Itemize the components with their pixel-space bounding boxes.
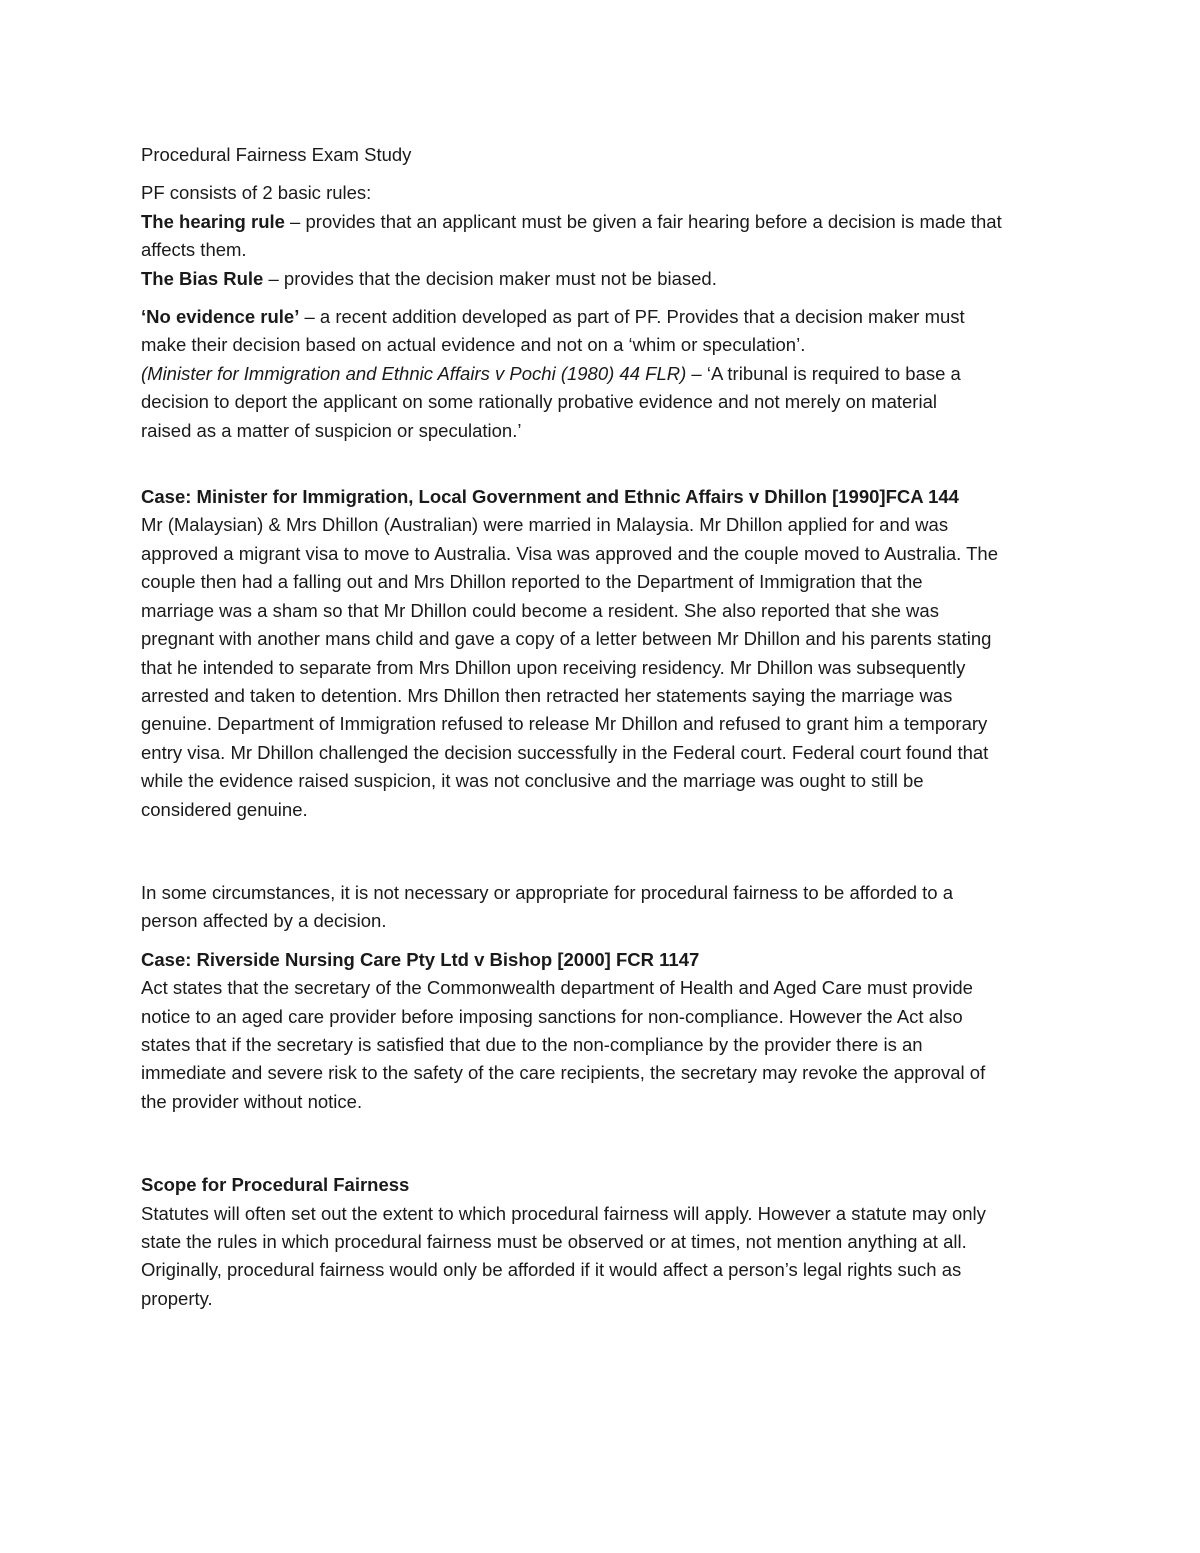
pochi-citation-line: [141, 360, 1061, 388]
no-evidence-label: ‘No evidence rule’: [141, 306, 300, 328]
hearing-rule-paragraph: [141, 208, 1061, 236]
pochi-quote-line: decision to deport the applicant on some rationally probative evidence and not merely on material: [141, 391, 937, 413]
riverside-case-heading: Case: Riverside Nursing Care Pty Ltd v Bishop [2000] FCR 1147: [141, 948, 700, 970]
scope-body: [141, 1200, 1061, 1314]
dhillon-line: couple then had a falling out and Mrs Dhillon reported to the Department of Immigration that the: [141, 571, 923, 593]
dhillon-line: pregnant with another mans child and gave a copy of a letter between Mr Dhillon and his parents stating: [141, 628, 992, 650]
scope-line: property.: [141, 1287, 213, 1309]
scope-line: Originally, procedural fairness would only be afforded if it would affect a person’s legal rights such as: [141, 1259, 962, 1281]
document-page: [141, 141, 1061, 1313]
bias-rule-paragraph: [141, 265, 1061, 293]
hearing-rule-label: The hearing rule: [141, 210, 285, 232]
riverside-line: Act states that the secretary of the Commonwealth department of Health and Aged Care must provide: [141, 977, 973, 999]
hearing-rule-text: – provides that an applicant must be given a fair hearing before a decision is made that: [284, 210, 1002, 232]
dhillon-line: entry visa. Mr Dhillon challenged the decision successfully in the Federal court. Federal court found that: [141, 741, 989, 763]
pochi-quote: – ‘A tribunal is required to base a: [686, 362, 961, 384]
bias-rule-label: The Bias Rule: [141, 267, 264, 289]
pochi-quote-line: raised as a matter of suspicion or speculation.’: [141, 419, 522, 441]
circumstances-paragraph: [141, 879, 1061, 936]
dhillon-line: while the evidence raised suspicion, it was not conclusive and the marriage was ought to still be: [141, 770, 924, 792]
dhillon-line: Mr (Malaysian) & Mrs Dhillon (Australian) were married in Malaysia. Mr Dhillon applied for and was: [141, 514, 949, 536]
no-evidence-text: – a recent addition developed as part of PF. Provides that a decision maker must: [299, 306, 965, 328]
dhillon-case-heading: Case: Minister for Immigration, Local Government and Ethnic Affairs v Dhillon [1990]FCA 144: [141, 486, 959, 508]
no-evidence-continuation: make their decision based on actual evidence and not on a ‘whim or speculation’.: [141, 334, 806, 356]
circumstances-line: In some circumstances, it is not necessary or appropriate for procedural fairness to be afforded to a: [141, 881, 954, 903]
no-evidence-paragraph: [141, 303, 1061, 331]
circumstances-line: person affected by a decision.: [141, 910, 387, 932]
document-title: Procedural Fairness Exam Study: [141, 144, 412, 165]
pochi-citation: (Minister for Immigration and Ethnic Affairs v Pochi (1980) 44 FLR): [141, 362, 687, 384]
riverside-line: states that if the secretary is satisfied that due to the non-compliance by the provider there is an: [141, 1033, 923, 1055]
scope-line: Statutes will often set out the extent to which procedural fairness will apply. However a statute may only: [141, 1202, 986, 1224]
riverside-line: notice to an aged care provider before imposing sanctions for non-compliance. However the Act also: [141, 1005, 963, 1027]
riverside-line: the provider without notice.: [141, 1090, 363, 1112]
bias-rule-text: – provides that the decision maker must not be biased.: [263, 267, 717, 289]
dhillon-line: marriage was a sham so that Mr Dhillon could become a resident. She also reported that she was: [141, 599, 939, 621]
dhillon-line: genuine. Department of Immigration refused to release Mr Dhillon and refused to grant him a temporary: [141, 713, 988, 735]
riverside-line: immediate and severe risk to the safety of the care recipients, the secretary may revoke the approval of: [141, 1062, 986, 1084]
intro-line: PF consists of 2 basic rules:: [141, 182, 372, 204]
dhillon-line: that he intended to separate from Mrs Dhillon upon receiving residency. Mr Dhillon was subsequently: [141, 656, 966, 678]
riverside-case-body: [141, 974, 1061, 1116]
dhillon-line: approved a migrant visa to move to Australia. Visa was approved and the couple moved to Australia. The: [141, 542, 998, 564]
hearing-rule-continuation: affects them.: [141, 239, 247, 261]
scope-heading: Scope for Procedural Fairness: [141, 1174, 410, 1196]
dhillon-line: considered genuine.: [141, 798, 308, 820]
scope-line: state the rules in which procedural fairness must be observed or at times, not mention anything at all.: [141, 1231, 967, 1252]
dhillon-case-body: [141, 511, 1061, 823]
dhillon-line: arrested and taken to detention. Mrs Dhillon then retracted her statements saying the marriage was: [141, 684, 953, 706]
